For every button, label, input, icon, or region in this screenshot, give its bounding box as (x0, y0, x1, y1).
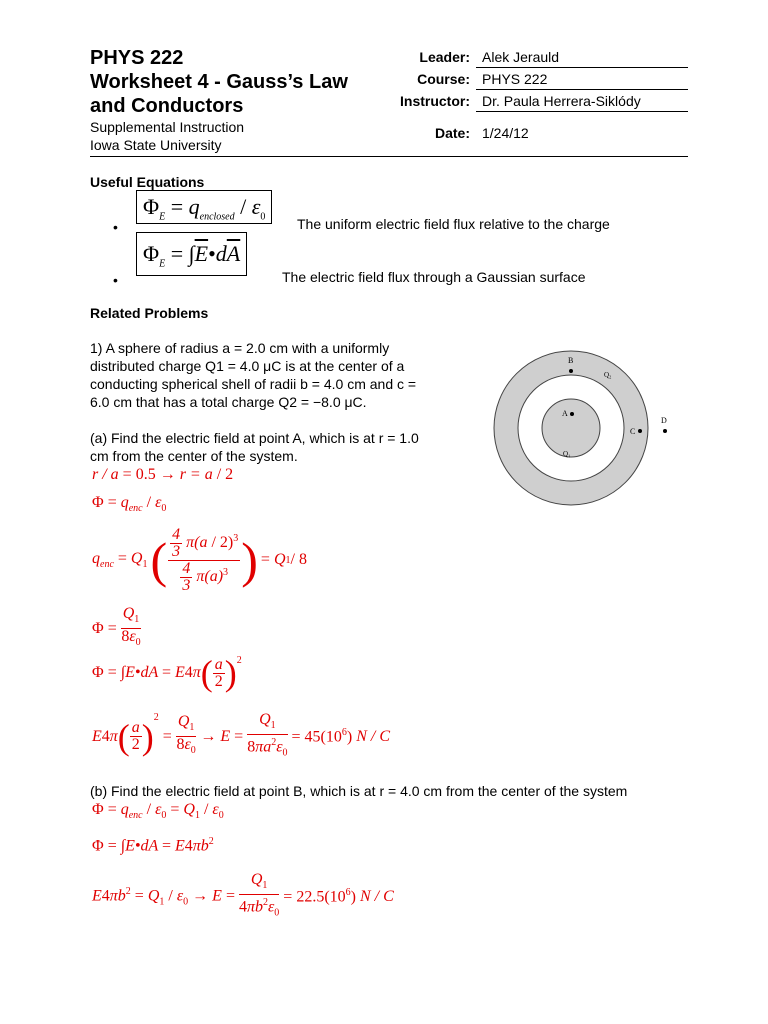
label-d: D (661, 416, 667, 425)
course-label: Course: (417, 71, 470, 87)
solution-b-step-1: $\Phi = q_{enc} / \varepsilon_0 = Q_1 / \varepsilon_0$ (92, 801, 224, 822)
solution-a-step-1: r / a = 0.5 → r = a / 2 (92, 466, 234, 483)
title-line-1: PHYS 222 (90, 47, 184, 69)
instructor-underline (476, 111, 688, 112)
subtitle-line-1: Supplemental Instruction (90, 119, 245, 135)
point-b (569, 369, 573, 373)
course-value: PHYS 222 (482, 71, 548, 87)
part-a-line-2: cm from the center of the system. (90, 448, 298, 464)
solution-a-step-3: $q_{enc} = Q_1$ ( $\frac{4}{3}$ π(a / 2)$^3$ $\frac{4}{3}$ $\pi(a)^3$ ) = Q 1 / 8 (92, 525, 307, 594)
subtitle-line-2: Iowa State University (90, 137, 222, 153)
point-a (570, 412, 574, 416)
part-a-line-1: (a) Find the electric field at point A, which is at r = 1.0 (90, 430, 419, 446)
problem1-line-2: distributed charge Q1 = 4.0 μC is at the center of a (90, 358, 405, 374)
solution-a-step-2: $\Phi = q_{enc} / \varepsilon_0$ (92, 494, 167, 515)
label-c: C (630, 427, 636, 436)
inner-sphere (542, 399, 600, 457)
solution-a-step-5: Φ = ∫E•dA = E4π ( $\frac{a}{2}$ ) $^2$ (92, 653, 242, 693)
title-line-2: Worksheet 4 - Gauss’s Law (90, 71, 348, 93)
problem1-line-1: 1) A sphere of radius a = 2.0 cm with a uniformly (90, 340, 390, 356)
problem1-line-4: 6.0 cm that has a total charge Q2 = −8.0 μC. (90, 394, 367, 410)
eq1-description: The uniform electric field flux relative to the charge (297, 216, 610, 232)
title-line-3: and Conductors (90, 95, 244, 117)
problem1-line-3: conducting spherical shell of radii b = 4.0 cm and c = (90, 376, 417, 392)
bullet-1: • (113, 219, 118, 235)
leader-label: Leader: (419, 49, 470, 65)
label-a: A (562, 409, 568, 418)
date-label: Date: (434, 125, 470, 141)
related-problems-heading: Related Problems (90, 305, 209, 321)
instructor-value: Dr. Paula Herrera-Siklódy (482, 93, 641, 109)
solution-b-step-3: $E4\pi b^2 = Q_1 / \varepsilon_0 \to E$ = $\frac{Q_1}{4\pi b^2\varepsilon_0}$ = $22.5(10^6)$ N / C (92, 871, 394, 919)
leader-underline (476, 67, 688, 68)
concentric-spheres-figure (476, 348, 686, 508)
point-c (638, 429, 642, 433)
solution-a-step-6: E4π ( $\frac{a}{2}$ ) $^2$ = $\frac{Q_1}{8\varepsilon_0}$ → E = $\frac{Q_1}{8\pi a^2\varepsilon_0}$ = $45(10^6)$ N / C (92, 711, 391, 759)
point-d (663, 429, 667, 433)
label-b: B (568, 356, 574, 365)
gauss-flux-equation: $\Phi_E = q_{enclosed} / \varepsilon_0$ (136, 190, 272, 224)
bullet-2: • (113, 272, 118, 288)
solution-b-step-2: Φ = ∫E•dA = $E4\pi b^2$ (92, 836, 214, 855)
solution-a-step-4: Φ = $\frac{Q_1}{8\varepsilon_0}$ (92, 605, 141, 649)
flux-integral-equation: $\Phi_E$ = $\int\overline{E}•d\overline{A}$ (136, 232, 247, 276)
part-b-text: (b) Find the electric field at point B, which is at r = 4.0 cm from the center of the system (90, 783, 628, 799)
useful-equations-heading: Useful Equations (90, 174, 205, 190)
label-q1: Q₁ (563, 450, 571, 458)
leader-value: Alek Jerauld (482, 49, 560, 65)
header-divider (90, 156, 688, 157)
label-q2: Q₂ (604, 371, 612, 379)
date-value: 1/24/12 (482, 125, 529, 141)
instructor-label: Instructor: (400, 93, 470, 109)
eq2-description: The electric field flux through a Gaussian surface (282, 269, 586, 285)
course-underline (476, 89, 688, 90)
